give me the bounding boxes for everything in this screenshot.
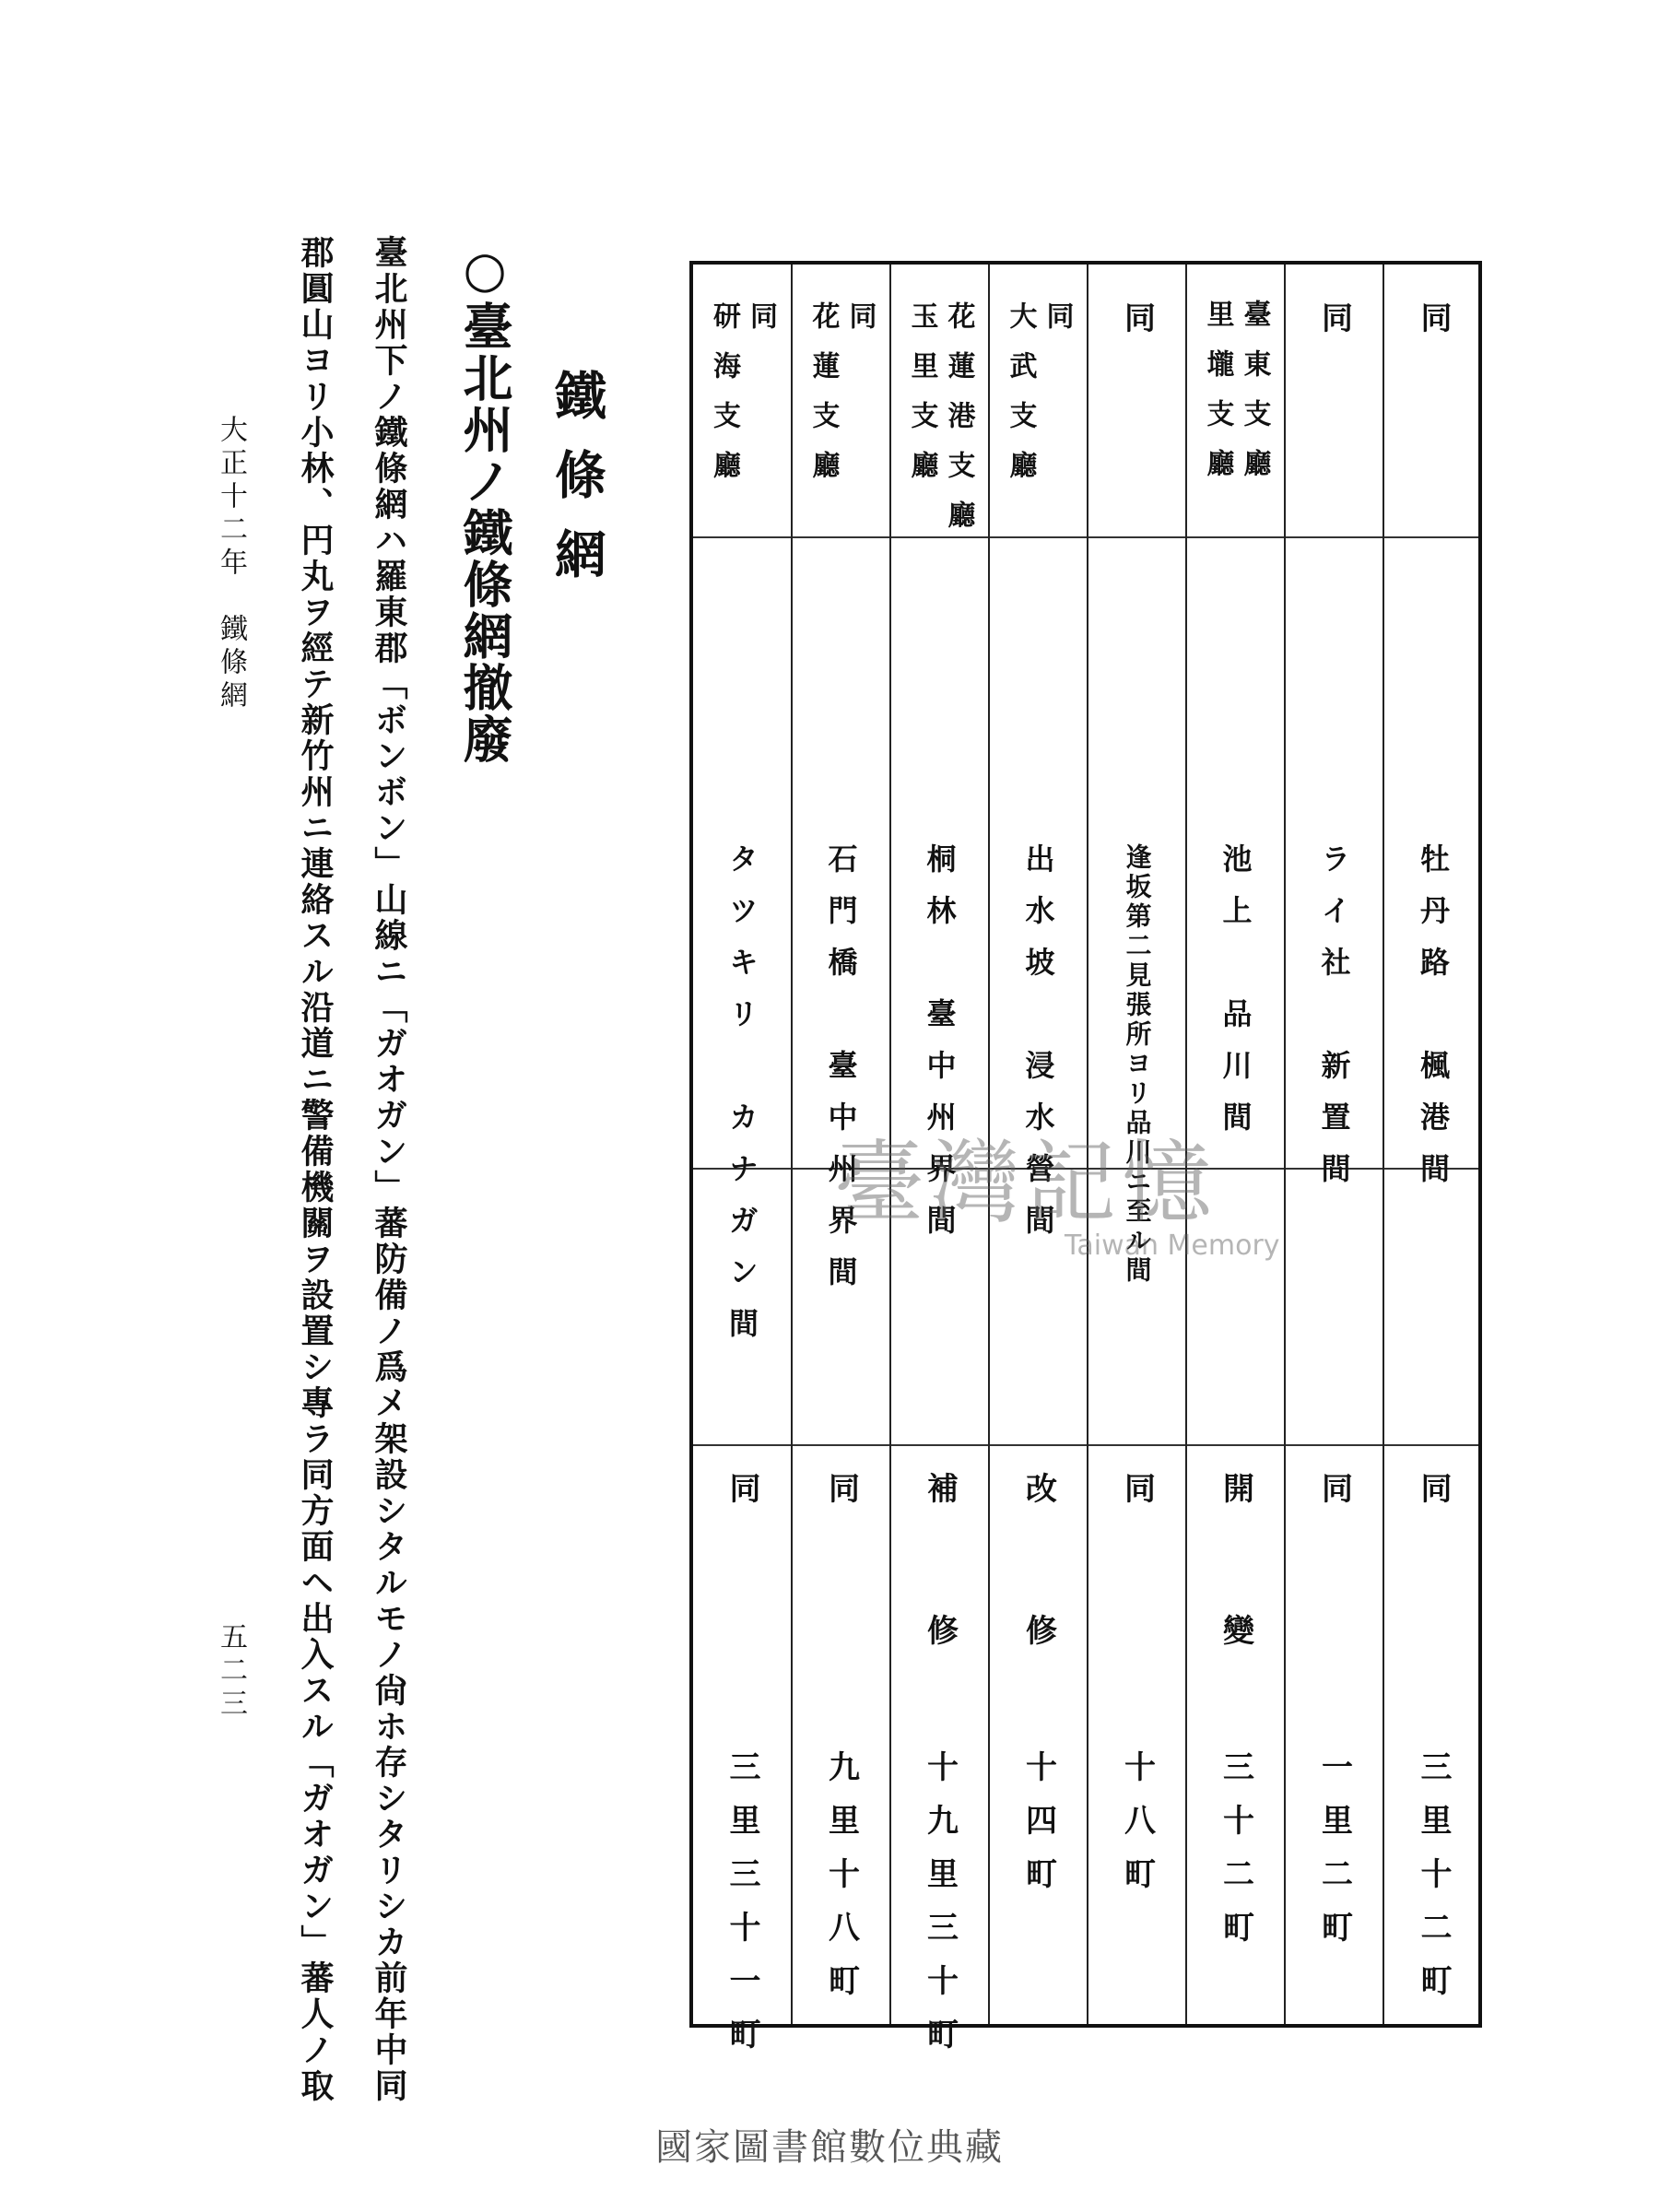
area-cell: 同	[1118, 301, 1156, 357]
watermark-cjk: 臺灣記憶	[834, 1131, 1218, 1236]
length-cell: 一里二町	[1315, 1750, 1353, 1964]
running-footer-title: 大正十二年 鐵條網	[215, 415, 247, 713]
length-cell: 三里十二町	[1415, 1750, 1452, 2018]
section-heading: 鐵條網	[547, 369, 607, 606]
area-cell: 同 花蓮支廳	[806, 301, 877, 500]
status-cell: 補修	[921, 1472, 959, 1756]
section-cell: 牡丹路 楓港間	[1416, 843, 1451, 1205]
status-cell: 開變	[1217, 1472, 1254, 1756]
section-cell: 出水坡 浸水營間	[1020, 843, 1056, 1256]
status-cell: 同	[1315, 1472, 1353, 1614]
area-cell: 同	[1415, 301, 1452, 357]
status-cell: 改修	[1019, 1472, 1057, 1756]
length-cell: 十八町	[1118, 1750, 1156, 1911]
section-cell: 石門橋 臺中州界間	[823, 843, 859, 1308]
body-line-2: 郡圓山ヨリ小林、円丸ヲ經テ新竹州ニ連絡スル沿道ニ警備機關ヲ設置シ專ラ同方面ヘ出入スル「ガオガン」蕃人ノ取	[296, 235, 335, 2104]
area-cell: 同	[1315, 301, 1353, 357]
section-cell: タツキリ カナガン間	[724, 843, 759, 1359]
area-cell: 花蓮港支廳 玉里支廳	[905, 301, 975, 550]
section-cell: 桐林 臺中州界間	[922, 843, 958, 1256]
status-cell: 同	[822, 1472, 860, 1614]
section-cell: 逢坂第二見張所ヨリ品川ニ至ル間	[1122, 843, 1153, 1286]
section-cell: 池上 品川間	[1218, 843, 1253, 1153]
length-cell: 三里三十一町	[724, 1750, 760, 2071]
length-cell: 九里十八町	[822, 1750, 860, 2018]
status-cell: 同	[1415, 1472, 1452, 1614]
area-cell: 臺東支廳 里壠支廳	[1201, 300, 1271, 499]
length-cell: 三十二町	[1217, 1750, 1254, 1964]
table-column-2	[1284, 265, 1382, 2024]
watermark	[834, 1111, 1280, 1262]
area-cell: 同 研海支廳	[708, 301, 777, 500]
table-column-1	[1382, 265, 1482, 2024]
status-cell: 同	[1118, 1472, 1156, 1614]
watermark-en: Taiwan Memory	[1065, 1230, 1280, 1262]
table-column-8	[693, 265, 791, 2071]
body-line-1: 臺北州下ノ鐵條網ハ羅東郡「ボンボン」山線ニ「ガオガン」蕃防備ノ爲メ架設シタルモノ尙ホ存シタリシカ前年中同	[370, 235, 408, 2104]
section-cell: ライ社 新置間	[1316, 843, 1352, 1205]
subheading: ○臺北州ノ鐵條網撤廢	[455, 240, 514, 765]
status-cell: 同	[724, 1472, 760, 1614]
library-footer: 國家圖書館數位典藏	[655, 2126, 1004, 2169]
page-number: 五二三	[215, 1622, 247, 1722]
length-cell: 十九里三十町	[921, 1750, 959, 2071]
area-cell: 同 大武支廳	[1004, 301, 1074, 500]
length-cell: 十四町	[1019, 1750, 1057, 1911]
